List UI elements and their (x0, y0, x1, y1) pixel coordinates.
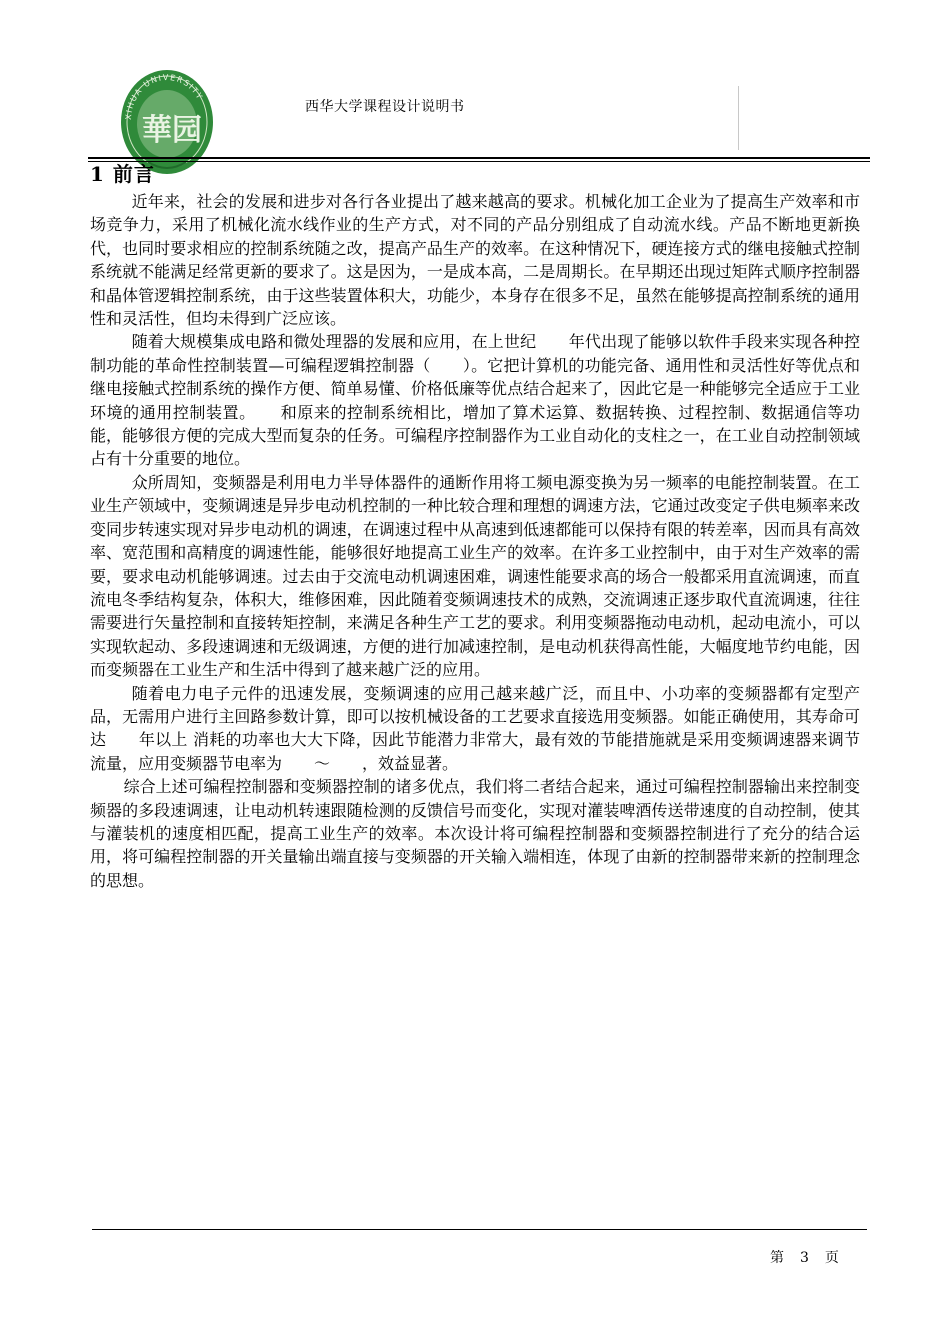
section-number: 1 (90, 162, 105, 186)
footer-rule (92, 1229, 867, 1230)
page-number-value: 3 (800, 1250, 809, 1266)
header-rule (88, 157, 870, 159)
paragraph-1: 近年来，社会的发展和进步对各行各业提出了越来越高的要求。机械化加工企业为了提高生产效率和市场竞争力，采用了机械化流水线作业的生产方式，对不同的产品分别组成了自动流水线。产品不断地更新换代，也同时要求相应的控制系统随之改，提高产品生产的效率。在这种情况下，硬连接方式的继电接触式控制系统就不能满足经常更新的要求了。这是因为，一是成本高，二是周期长。在早期还出现过矩阵式顺序控制器和晶体管逻辑控制系统，由于这些装置体积大，功能少，本身存在很多不足，虽然在能够提高控制系统的通用性和灵活性，但均未得到广泛应该。 (90, 192, 860, 329)
logo-glyphs: 華园 (142, 113, 202, 148)
logo-ring-text: XIHUA UNIVERSITY (123, 72, 205, 121)
paragraph-4: 随着电力电子元件的迅速发展，变频调速的应用己越来越广泛，而且中、小功率的变频器都有定型产品，无需用户进行主回路参数计算，即可以按机械设备的工艺要求直接选用变频器。如能正确使用，其寿命可达 年以上 消耗的功率也大大下降，因此节能潜力非常大，最有效的节能措施就是采用变频调速器来调节流量，应用变频器节电率为 ～ ，效益显著。 (90, 683, 860, 773)
document-body (90, 190, 860, 892)
section-title: 前言 (112, 162, 155, 186)
header-divider-vertical (738, 86, 739, 150)
section-heading (90, 158, 155, 187)
page-number (762, 1247, 847, 1267)
header-rule-thin (88, 161, 870, 162)
page-prefix: 第 (770, 1250, 784, 1266)
paragraph-2: 随着大规模集成电路和微处理器的发展和应用，在上世纪 年代出现了能够以软件手段来实现各种控制功能的革命性控制装置—可编程逻辑控制器（ ）。它把计算机的功能完备、通用性和灵活性好等优点和继电接触式控制系统的操作方便、简单易懂、价格低廉等优点结合起来了，因此它是一种能够完全适应于工业环境的通用控制装置。 和原来的控制系统相比，增加了算术运算、数据转换、过程控制、数据通信等功能，能够很方便的完成大型而复杂的任务。可编程序控制器作为工业自动化的支柱之一，在工业自动控制领域占有十分重要的地位。 (90, 332, 860, 469)
paragraph-3: 众所周知，变频器是利用电力半导体器件的通断作用将工频电源变换为另一频率的电能控制装置。在工业生产领域中，变频调速是异步电动机控制的一种比较合理和理想的调速方法，它通过改变定子供电频率来改变同步转速实现对异步电动机的调速，在调速过程中从高速到低速都能可以保持有限的转差率，因而具有高效率、宽范围和高精度的调速性能，能够很好地提高工业生产的效率。在许多工业控制中，由于对生产效率的需要，要求电动机能够调速。过去由于交流电动机调速困难，调速性能要求高的场合一般都采用直流调速，而直流电冬季结构复杂，体积大，维修困难，因此随着变频调速技术的成熟，交流调速正逐步取代直流调速，往往需要进行矢量控制和直接转矩控制，来满足各种生产工艺的要求。利用变频器拖动电动机，起动电流小，可以实现软起动、多段速调速和无级调速，方便的进行加减速控制，是电动机获得高性能，大幅度地节约电能，因而变频器在工业生产和生活中得到了越来越广泛的应用。 (90, 472, 860, 680)
document-header-title: 西华大学课程设计说明书 (305, 99, 465, 115)
paragraph-5: 综合上述可编程控制器和变频器控制的诸多优点，我们将二者结合起来，通过可编程控制器输出来控制变频器的多段速调速，让电动机转速跟随检测的反馈信号而变化，实现对灌装啤酒传送带速度的自动控制，使其与灌装机的速度相匹配，提高工业生产的效率。本次设计将可编程控制器和变频器控制进行了充分的结合运用，将可编程控制器的开关量输出端直接与变频器的开关输入端相连，体现了由新的控制器带来新的控制理念的思想。 (90, 777, 860, 890)
page-suffix: 页 (824, 1250, 839, 1266)
